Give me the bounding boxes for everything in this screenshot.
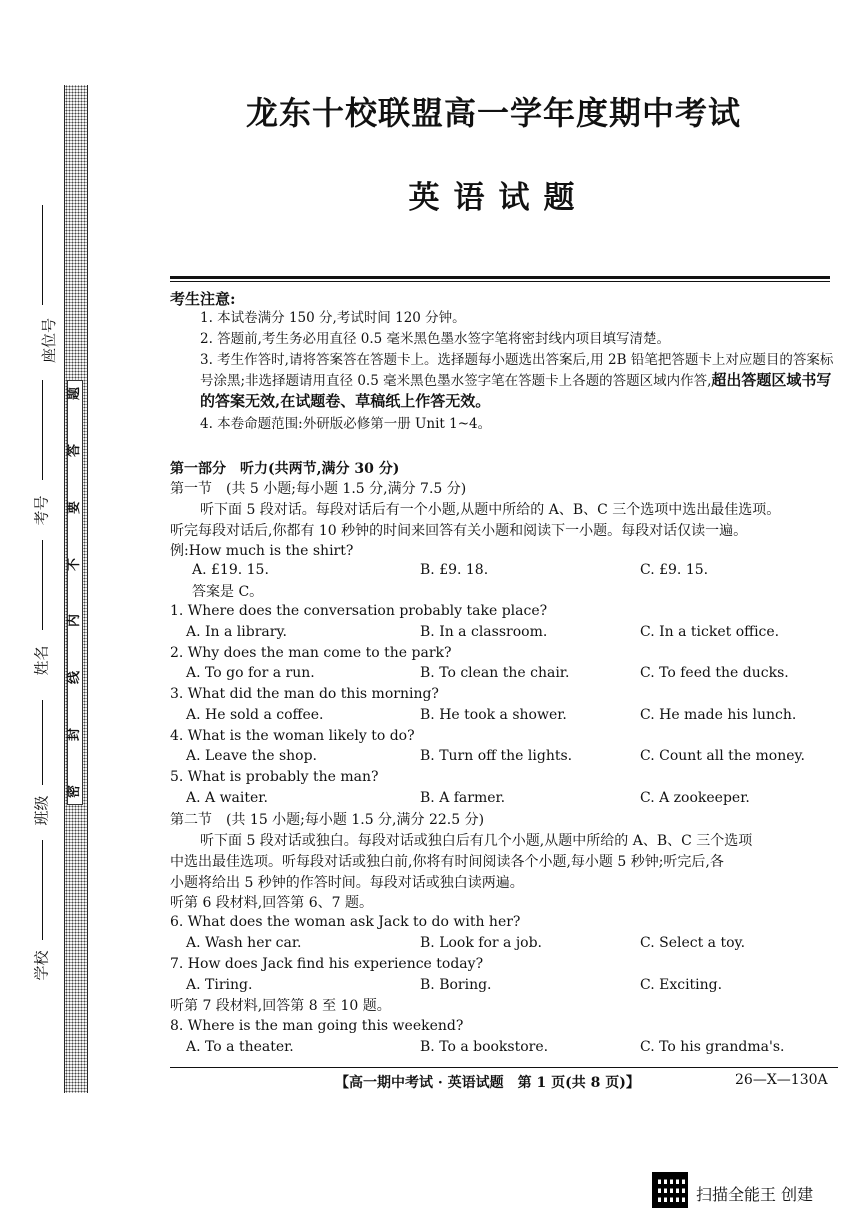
seat-number-label: 座位号 [40, 317, 59, 364]
paper-code: 26—X—130A [735, 1072, 828, 1088]
example-option-c: C. £9. 15. [640, 562, 709, 578]
seal-char: 封 [67, 728, 83, 742]
example-answer: 答案是 C。 [192, 584, 264, 600]
section2-instruction-end: 小题将给出 5 秒钟的作答时间。每段对话或独白读两遍。 [170, 875, 524, 891]
notice-item-3 [200, 350, 840, 412]
q8-option-c: C. To his grandma's. [640, 1039, 785, 1055]
class-label: 班级 [32, 795, 51, 826]
seal-char: 密 [67, 784, 83, 798]
seat-number-field[interactable] [42, 205, 43, 305]
q8-option-b: B. To a bookstore. [420, 1039, 549, 1055]
q6-option-b: B. Look for a job. [420, 935, 543, 951]
notice-item-3-text: 3. 考生作答时,请将答案答在答题卡上。选择题每小题选出答案后,用 2B 铅笔把答题卡上对应题目的答案标号涂黑;非选择题请用直径 0.5 毫米黑色墨水签字笔在答题卡上各题的答题区域内作答, [200, 352, 834, 389]
name-label: 姓名 [32, 645, 51, 676]
q3-option-a: A. He sold a coffee. [186, 707, 324, 723]
q2-option-c: C. To feed the ducks. [640, 665, 789, 681]
q4-option-c: C. Count all the money. [640, 748, 805, 764]
q8-option-a: A. To a theater. [186, 1039, 294, 1055]
page-footer: 【高一期中考试 · 英语试题 第 1 页(共 8 页)】 [335, 1075, 640, 1091]
footer-divider [170, 1067, 838, 1068]
part1-title: 第一部分 听力(共两节,满分 30 分) [170, 461, 400, 477]
seal-line-box [67, 380, 83, 805]
q5-option-a: A. A waiter. [186, 790, 268, 806]
scanner-watermark: 扫描全能王 创建 [696, 1185, 814, 1204]
question-6: 6. What does the woman ask Jack to do with her? [170, 914, 521, 930]
q1-option-a: A. In a library. [186, 624, 287, 640]
seal-char: 内 [67, 614, 83, 628]
exam-number-field[interactable] [42, 380, 43, 480]
question-7: 7. How does Jack find his experience today? [170, 956, 484, 972]
question-2: 2. Why does the man come to the park? [170, 645, 452, 661]
q2-option-a: A. To go for a run. [186, 665, 315, 681]
q7-option-c: C. Exciting. [640, 977, 723, 993]
header-divider [170, 276, 830, 279]
section2-instruction: 听下面 5 段对话或独白。每段对话或独白后有几个小题,从题中所给的 A、B、C 三个选项 [200, 833, 753, 849]
school-label: 学校 [32, 950, 51, 981]
seal-char: 要 [67, 500, 83, 514]
seal-char: 不 [67, 557, 83, 571]
notice-item-3-bold: 超出答题区域书写的答案无效,在试题卷、草稿纸上作答无效。 [200, 371, 832, 410]
material-7-heading: 听第 7 段材料,回答第 8 至 10 题。 [170, 998, 391, 1014]
section2-title: 第二节 (共 15 小题;每小题 1.5 分,满分 22.5 分) [170, 812, 485, 828]
section1-instruction-cont: 听完每段对话后,你都有 10 秒钟的时间来回答有关小题和阅读下一小题。每段对话仅读一遍。 [170, 523, 748, 539]
q7-option-b: B. Boring. [420, 977, 492, 993]
name-field[interactable] [42, 540, 43, 630]
example-option-b: B. £9. 18. [420, 562, 489, 578]
question-4: 4. What is the woman likely to do? [170, 728, 415, 744]
example-question: 例:How much is the shirt? [170, 543, 354, 559]
notice-title: 考生注意: [170, 290, 236, 308]
q3-option-b: B. He took a shower. [420, 707, 567, 723]
question-1: 1. Where does the conversation probably take place? [170, 603, 548, 619]
header-divider-thin [170, 281, 830, 282]
section1-instruction: 听下面 5 段对话。每段对话后有一个小题,从题中所给的 A、B、C 三个选项中选出最佳选项。 [200, 502, 781, 518]
seal-char: 线 [67, 671, 83, 685]
class-field[interactable] [42, 700, 43, 785]
q5-option-b: B. A farmer. [420, 790, 506, 806]
example-option-a: A. £19. 15. [192, 562, 269, 578]
q4-option-a: A. Leave the shop. [186, 748, 318, 764]
question-5: 5. What is probably the man? [170, 769, 379, 785]
qr-code-icon [652, 1172, 688, 1208]
q4-option-b: B. Turn off the lights. [420, 748, 573, 764]
notice-item-4: 4. 本卷命题范围:外研版必修第一册 Unit 1~4。 [200, 416, 492, 432]
notice-item-2: 2. 答题前,考生务必用直径 0.5 毫米黑色墨水签字笔将密封线内项目填写清楚。 [200, 331, 671, 347]
school-field[interactable] [42, 840, 43, 940]
notice-item-1: 1. 本试卷满分 150 分,考试时间 120 分钟。 [200, 310, 466, 326]
q1-option-b: B. In a classroom. [420, 624, 548, 640]
q6-option-c: C. Select a toy. [640, 935, 746, 951]
q2-option-b: B. To clean the chair. [420, 665, 570, 681]
exam-subtitle: 英语试题 [408, 180, 589, 216]
q5-option-c: C. A zookeeper. [640, 790, 750, 806]
seal-char: 答 [67, 443, 83, 457]
q3-option-c: C. He made his lunch. [640, 707, 797, 723]
seal-char: 题 [67, 386, 83, 401]
q6-option-a: A. Wash her car. [186, 935, 302, 951]
material-6-heading: 听第 6 段材料,回答第 6、7 题。 [170, 895, 373, 911]
section1-title: 第一节 (共 5 小题;每小题 1.5 分,满分 7.5 分) [170, 481, 467, 497]
q7-option-a: A. Tiring. [186, 977, 253, 993]
question-3: 3. What did the man do this morning? [170, 686, 439, 702]
section2-instruction-cont: 中选出最佳选项。听每段对话或独白前,你将有时间阅读各个小题,每小题 5 秒钟;听完后,各 [170, 854, 724, 870]
exam-number-label: 考号 [32, 495, 51, 526]
exam-title: 龙东十校联盟高一学年度期中考试 [245, 94, 741, 132]
q1-option-c: C. In a ticket office. [640, 624, 780, 640]
question-8: 8. Where is the man going this weekend? [170, 1018, 464, 1034]
